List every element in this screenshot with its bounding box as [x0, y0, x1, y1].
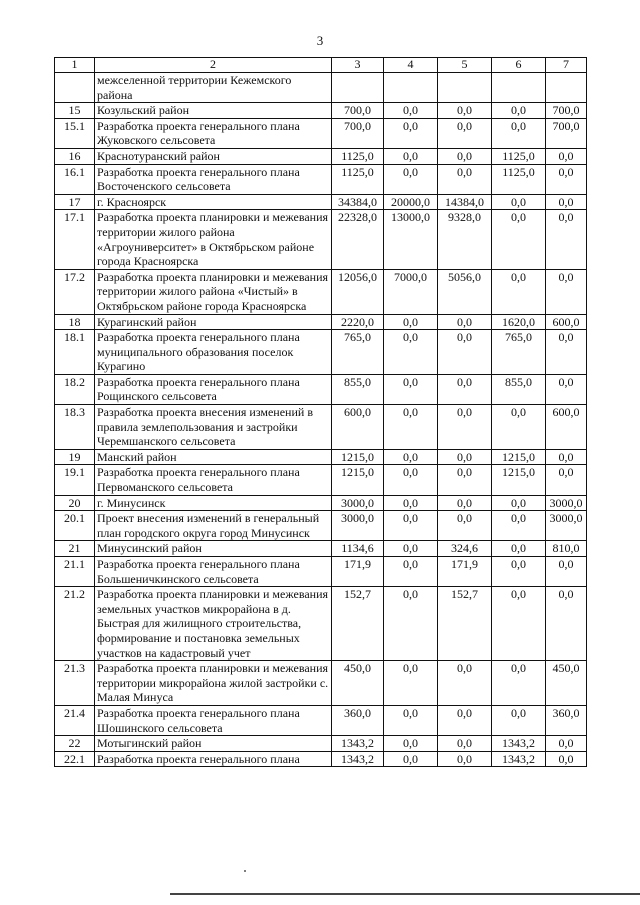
value-col-4: 0,0: [384, 164, 438, 194]
value-col-5: 0,0: [438, 495, 492, 511]
table-row: [55, 557, 587, 587]
value-col-6: 1125,0: [492, 148, 546, 164]
value-col-4: 0,0: [384, 314, 438, 330]
value-col-3: 3000,0: [332, 511, 384, 541]
value-col-6: 1125,0: [492, 164, 546, 194]
table-row: [55, 661, 587, 706]
value-col-5: 0,0: [438, 661, 492, 706]
value-col-7: 700,0: [546, 118, 587, 148]
row-description: г. Минусинск: [95, 495, 332, 511]
row-description: Разработка проекта генерального плана Первоманского сельсовета: [95, 465, 332, 495]
value-col-5: 0,0: [438, 751, 492, 767]
value-col-7: 0,0: [546, 210, 587, 269]
value-col-6: 1343,2: [492, 736, 546, 752]
value-col-6: 0,0: [492, 587, 546, 661]
row-description: Мотыгинский район: [95, 736, 332, 752]
value-col-5: 0,0: [438, 314, 492, 330]
table-row: [55, 736, 587, 752]
row-number: [55, 73, 95, 103]
row-number: 20: [55, 495, 95, 511]
value-col-4: 0,0: [384, 751, 438, 767]
table-row: [55, 148, 587, 164]
value-col-5: 0,0: [438, 705, 492, 735]
value-col-3: 1134,6: [332, 541, 384, 557]
value-col-6: [492, 73, 546, 103]
value-col-3: 12056,0: [332, 269, 384, 314]
value-col-3: 1125,0: [332, 164, 384, 194]
value-col-5: 14384,0: [438, 194, 492, 210]
column-header: 5: [438, 58, 492, 73]
value-col-6: 1343,2: [492, 751, 546, 767]
value-col-3: 450,0: [332, 661, 384, 706]
value-col-3: [332, 73, 384, 103]
value-col-3: 360,0: [332, 705, 384, 735]
row-description: Разработка проекта планировки и межевания территории жилого района «Агроуниверситет» в Октябрьском районе города Красноярска: [95, 210, 332, 269]
table-row: [55, 449, 587, 465]
table-row: [55, 164, 587, 194]
table-row: [55, 751, 587, 767]
value-col-6: 0,0: [492, 194, 546, 210]
value-col-7: 360,0: [546, 705, 587, 735]
row-description: Козульский район: [95, 103, 332, 119]
column-header: 1: [55, 58, 95, 73]
value-col-3: 171,9: [332, 557, 384, 587]
row-number: 17.1: [55, 210, 95, 269]
value-col-7: 0,0: [546, 194, 587, 210]
row-number: 17.2: [55, 269, 95, 314]
value-col-6: 1215,0: [492, 449, 546, 465]
value-col-6: 0,0: [492, 705, 546, 735]
value-col-3: 22328,0: [332, 210, 384, 269]
value-col-4: 0,0: [384, 495, 438, 511]
row-description: Разработка проекта генерального плана Восточенского сельсовета: [95, 164, 332, 194]
value-col-5: 5056,0: [438, 269, 492, 314]
value-col-5: 0,0: [438, 511, 492, 541]
value-col-6: 0,0: [492, 541, 546, 557]
table-row: [55, 314, 587, 330]
table-row: [55, 465, 587, 495]
value-col-7: 810,0: [546, 541, 587, 557]
row-number: 18.2: [55, 374, 95, 404]
table-row: [55, 541, 587, 557]
table-row: [55, 587, 587, 661]
value-col-3: 2220,0: [332, 314, 384, 330]
row-description: Манский район: [95, 449, 332, 465]
value-col-7: 700,0: [546, 103, 587, 119]
value-col-7: 0,0: [546, 374, 587, 404]
table-row: [55, 269, 587, 314]
value-col-7: 0,0: [546, 269, 587, 314]
column-header: 7: [546, 58, 587, 73]
row-description: Краснотуранский район: [95, 148, 332, 164]
value-col-6: 1620,0: [492, 314, 546, 330]
value-col-5: [438, 73, 492, 103]
scan-speck: [244, 870, 246, 872]
value-col-4: 0,0: [384, 705, 438, 735]
value-col-3: 1125,0: [332, 148, 384, 164]
column-header: 2: [95, 58, 332, 73]
value-col-5: 0,0: [438, 449, 492, 465]
value-col-6: 0,0: [492, 103, 546, 119]
row-number: 22.1: [55, 751, 95, 767]
row-number: 16: [55, 148, 95, 164]
value-col-5: 152,7: [438, 587, 492, 661]
row-description: Разработка проекта планировки и межевания территории микрорайона жилой застройки с. Малая Минуса: [95, 661, 332, 706]
value-col-7: 0,0: [546, 465, 587, 495]
row-description: г. Красноярск: [95, 194, 332, 210]
row-number: 18: [55, 314, 95, 330]
value-col-3: 1343,2: [332, 751, 384, 767]
value-col-7: 0,0: [546, 148, 587, 164]
value-col-6: 855,0: [492, 374, 546, 404]
row-description: Проект внесения изменений в генеральный план городского округа город Минусинск: [95, 511, 332, 541]
value-col-6: 0,0: [492, 557, 546, 587]
row-description: Разработка проекта генерального плана Жуковского сельсовета: [95, 118, 332, 148]
value-col-4: 0,0: [384, 661, 438, 706]
value-col-4: 0,0: [384, 374, 438, 404]
row-description: Разработка проекта генерального плана Большеничкинского сельсовета: [95, 557, 332, 587]
page-bottom-rule: [170, 893, 640, 895]
row-description: межселенной территории Кежемского района: [95, 73, 332, 103]
budget-table: [54, 57, 587, 767]
value-col-3: 34384,0: [332, 194, 384, 210]
value-col-5: 171,9: [438, 557, 492, 587]
value-col-6: 1215,0: [492, 465, 546, 495]
table-row: [55, 374, 587, 404]
value-col-7: 450,0: [546, 661, 587, 706]
table-row: [55, 194, 587, 210]
value-col-5: 9328,0: [438, 210, 492, 269]
value-col-4: 0,0: [384, 736, 438, 752]
row-number: 15.1: [55, 118, 95, 148]
table-row: [55, 73, 587, 103]
value-col-4: 0,0: [384, 449, 438, 465]
value-col-6: 0,0: [492, 405, 546, 450]
row-description: Курагинский район: [95, 314, 332, 330]
value-col-3: 700,0: [332, 118, 384, 148]
value-col-7: 3000,0: [546, 511, 587, 541]
value-col-4: 0,0: [384, 103, 438, 119]
value-col-6: 0,0: [492, 511, 546, 541]
value-col-4: 7000,0: [384, 269, 438, 314]
row-description: Разработка проекта генерального плана: [95, 751, 332, 767]
row-number: 21.2: [55, 587, 95, 661]
row-description: Разработка проекта генерального плана Рощинского сельсовета: [95, 374, 332, 404]
row-number: 22: [55, 736, 95, 752]
row-description: Разработка проекта генерального плана муниципального образования поселок Курагино: [95, 330, 332, 375]
value-col-6: 0,0: [492, 210, 546, 269]
table-row: [55, 705, 587, 735]
value-col-7: 0,0: [546, 330, 587, 375]
value-col-3: 1343,2: [332, 736, 384, 752]
column-header: 4: [384, 58, 438, 73]
value-col-6: 0,0: [492, 661, 546, 706]
value-col-5: 324,6: [438, 541, 492, 557]
value-col-3: 855,0: [332, 374, 384, 404]
value-col-5: 0,0: [438, 148, 492, 164]
row-description: Разработка проекта внесения изменений в правила землепользования и застройки Черемшанского сельсовета: [95, 405, 332, 450]
row-number: 15: [55, 103, 95, 119]
table-row: [55, 405, 587, 450]
value-col-6: 765,0: [492, 330, 546, 375]
value-col-4: 0,0: [384, 330, 438, 375]
value-col-7: 0,0: [546, 449, 587, 465]
value-col-5: 0,0: [438, 118, 492, 148]
value-col-3: 3000,0: [332, 495, 384, 511]
value-col-3: 1215,0: [332, 449, 384, 465]
row-number: 21: [55, 541, 95, 557]
value-col-5: 0,0: [438, 465, 492, 495]
value-col-7: 0,0: [546, 751, 587, 767]
row-description: Разработка проекта планировки и межевания территории жилого района «Чистый» в Октябрьском районе города Красноярска: [95, 269, 332, 314]
value-col-5: 0,0: [438, 330, 492, 375]
value-col-3: 152,7: [332, 587, 384, 661]
page-number: 3: [316, 33, 324, 48]
table-row: [55, 511, 587, 541]
header-row: [55, 58, 587, 73]
value-col-7: 0,0: [546, 736, 587, 752]
value-col-4: 0,0: [384, 557, 438, 587]
value-col-4: 0,0: [384, 587, 438, 661]
table-row: [55, 210, 587, 269]
value-col-6: 0,0: [492, 118, 546, 148]
value-col-3: 765,0: [332, 330, 384, 375]
value-col-7: 600,0: [546, 405, 587, 450]
value-col-4: [384, 73, 438, 103]
value-col-3: 700,0: [332, 103, 384, 119]
value-col-6: 0,0: [492, 495, 546, 511]
value-col-7: 0,0: [546, 587, 587, 661]
value-col-3: 600,0: [332, 405, 384, 450]
value-col-5: 0,0: [438, 405, 492, 450]
row-description: Минусинский район: [95, 541, 332, 557]
row-number: 17: [55, 194, 95, 210]
value-col-4: 0,0: [384, 541, 438, 557]
value-col-5: 0,0: [438, 164, 492, 194]
value-col-4: 20000,0: [384, 194, 438, 210]
value-col-7: 0,0: [546, 557, 587, 587]
value-col-7: 600,0: [546, 314, 587, 330]
value-col-4: 0,0: [384, 148, 438, 164]
table-row: [55, 330, 587, 375]
table-row: [55, 495, 587, 511]
value-col-4: 0,0: [384, 465, 438, 495]
column-header: 3: [332, 58, 384, 73]
row-number: 16.1: [55, 164, 95, 194]
value-col-4: 13000,0: [384, 210, 438, 269]
row-number: 21.3: [55, 661, 95, 706]
value-col-7: 0,0: [546, 164, 587, 194]
value-col-6: 0,0: [492, 269, 546, 314]
value-col-7: [546, 73, 587, 103]
column-header: 6: [492, 58, 546, 73]
value-col-4: 0,0: [384, 511, 438, 541]
row-number: 18.3: [55, 405, 95, 450]
row-number: 18.1: [55, 330, 95, 375]
value-col-5: 0,0: [438, 103, 492, 119]
value-col-7: 3000,0: [546, 495, 587, 511]
row-number: 19.1: [55, 465, 95, 495]
value-col-4: 0,0: [384, 118, 438, 148]
value-col-4: 0,0: [384, 405, 438, 450]
table-row: [55, 118, 587, 148]
value-col-5: 0,0: [438, 736, 492, 752]
row-description: Разработка проекта планировки и межевания земельных участков микрорайона в д. Быстрая для жилищного строительства, формирование и постановка земельных участков на кадастровый учет: [95, 587, 332, 661]
row-number: 21.4: [55, 705, 95, 735]
row-description: Разработка проекта генерального плана Шошинского сельсовета: [95, 705, 332, 735]
table-row: [55, 103, 587, 119]
value-col-3: 1215,0: [332, 465, 384, 495]
row-number: 21.1: [55, 557, 95, 587]
value-col-5: 0,0: [438, 374, 492, 404]
row-number: 20.1: [55, 511, 95, 541]
row-number: 19: [55, 449, 95, 465]
